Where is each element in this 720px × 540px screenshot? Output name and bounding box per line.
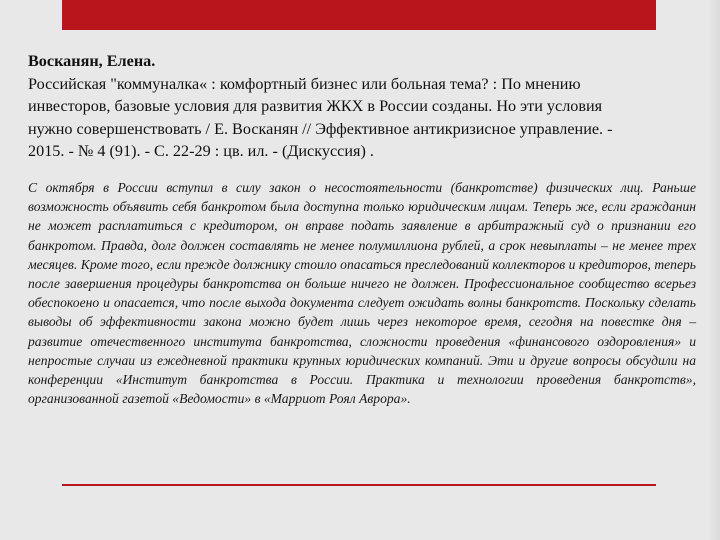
citation-block (28, 50, 696, 163)
page-edge-shadow (708, 0, 720, 540)
citation-line: 2015. - № 4 (91). - С. 22-29 : цв. ил. - (Дискуссия) . (28, 142, 374, 161)
bottom-divider (62, 484, 656, 486)
citation-text (28, 73, 696, 163)
top-accent-bar (62, 0, 656, 30)
citation-line: инвесторов, базовые условия для развития ЖКХ в России созданы. Но эти условия (28, 97, 603, 116)
author-name: Восканян, Елена. (28, 52, 156, 70)
citation-line: Российская "коммуналка« : комфортный бизнес или больная тема? : По мнению (28, 74, 581, 93)
citation-line: нужно совершенствовать / Е. Восканян // Эффективное антикризисное управление. - (28, 119, 613, 138)
abstract-paragraph: С октября в России вступил в силу закон о несостоятельности (банкротстве) физических лиц. Раньше возможность объявить себя банкротом была доступна только юридическим лицам. Теперь же, если гражданин не может расплатиться с кредитором, он вправе подать заявление в арбитражный суд о признании его банкротом. Правда, долг должен составлять не менее полумиллиона рублей, а срок невыплаты – не менее трех месяцев. Кроме того, если прежде должнику стоило опасаться преследований коллекторов и кредиторов, теперь после завершения процедуры банкротства он больше ничего не должен. Профессиональное сообщество всерьез обеспокоено и опасается, что после выхода документа следует ожидать волны банкротств. Поскольку сделать выводы об эффективности закона можно будет лишь через некоторое время, сегодня на повестке дня – развитие отечественного института банкротства, сложности проведения «финансового оздоровления» и непростые случаи из ежедневной практики крупных юридических компаний. Эти и другие вопросы обсудили на конференции «Институт банкротства в России. Практика и технологии проведения банкротств», организованной газетой «Ведомости» в «Марриот Роял Аврора». (28, 180, 696, 407)
